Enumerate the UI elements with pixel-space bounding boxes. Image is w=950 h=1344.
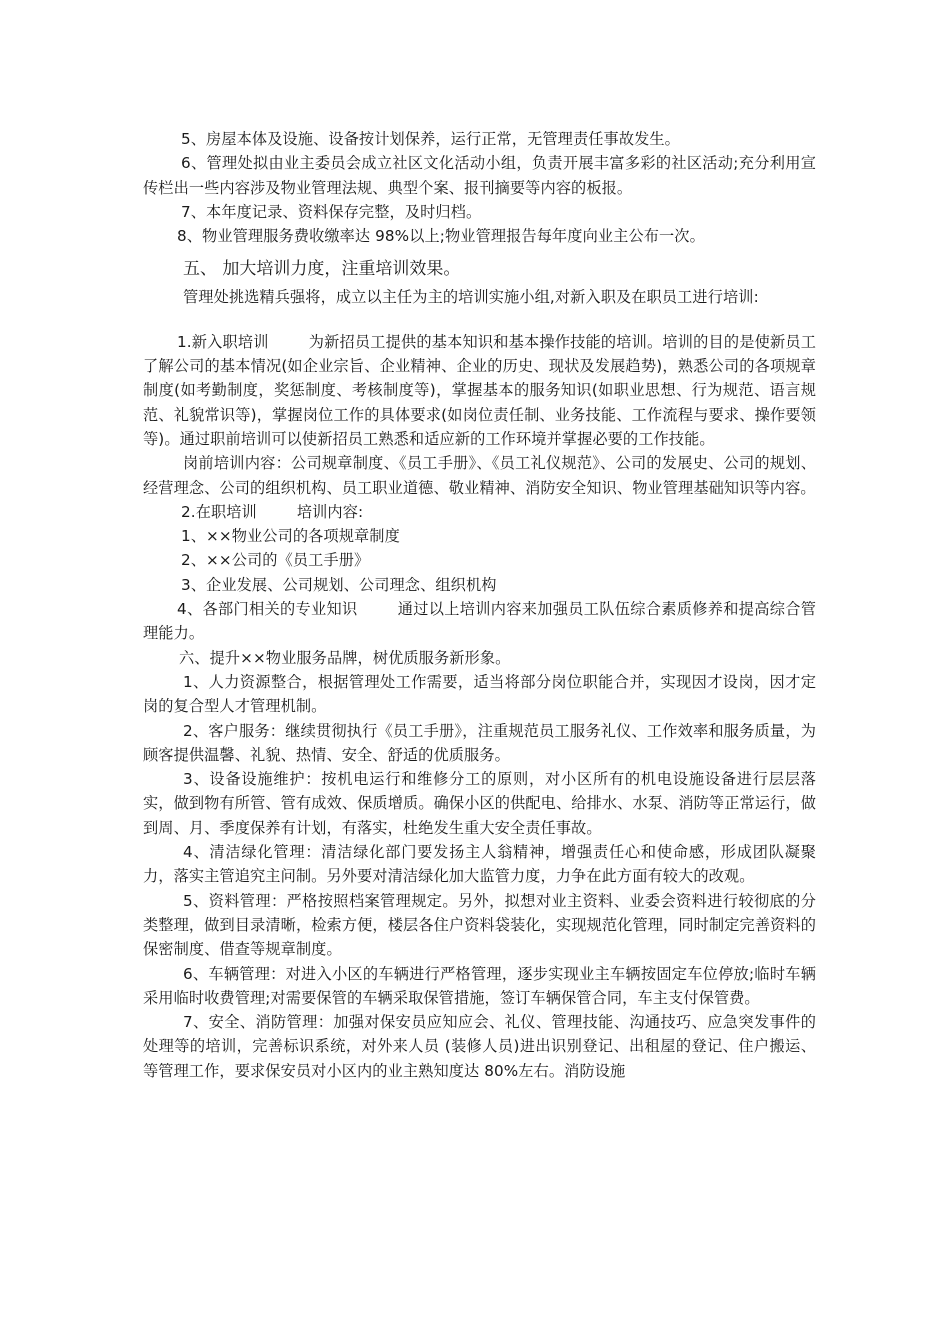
service-item-6 — [143, 962, 816, 1011]
section-six-heading-text: 六、提升××物业服务品牌，树优质服务新形象。 — [179, 648, 511, 667]
item-6 — [143, 151, 816, 200]
item-7-text: 7、本年度记录、资料保存完整，及时归档。 — [181, 202, 482, 221]
service-item-5 — [143, 889, 816, 962]
item-8-text: 8、物业管理服务费收缴率达 98%以上;物业管理报告每年度向业主公布一次。 — [177, 227, 705, 246]
training-intro-text: 管理处挑选精兵强将，成立以主任为主的培训实施小组,对新入职及在职员工进行培训: — [183, 288, 759, 307]
training-list-item-1 — [143, 524, 816, 548]
section-six-heading — [143, 646, 816, 670]
document-body — [143, 127, 816, 1083]
new-hire-training-text: 为新招员工提供的基本知识和基本操作技能的培训。培训的目的是使新员工了解公司的基本情况(如企业宗旨、企业精神、企业的历史、现状及发展趋势)，熟悉公司的各项规章制度(如考勤制度，奖惩制度、考核制度等)，掌握基本的服务知识(如职业思想、行为规范、语言规范、礼貌常识等)，掌握岗位工作的具体要求(如岗位责任制、业务技能、工作流程与要求、操作要领等)。通过职前培训可以使新招员工熟悉和适应新的工作环境并掌握必要的工作技能。 — [143, 332, 816, 448]
item-5-text: 5、房屋本体及设施、设备按计划保养，运行正常，无管理责任事故发生。 — [181, 130, 680, 148]
section-five-heading-text: 五、 加大培训力度，注重培训效果。 — [183, 259, 461, 280]
on-job-training-text: 培训内容: — [296, 502, 364, 521]
new-hire-training-label: 1.新入职培训 — [177, 332, 269, 351]
training-list-item-2 — [143, 548, 816, 572]
service-item-4 — [143, 840, 816, 889]
item-6-text: 6、管理处拟由业主委员会成立社区文化活动小组，负责开展丰富多彩的社区活动;充分利用宣传栏出一些内容涉及物业管理法规、典型个案、报刊摘要等内容的板报。 — [143, 154, 816, 197]
training-list-item-1-text: 1、××物业公司的各项规章制度 — [181, 527, 400, 546]
new-hire-training — [143, 330, 816, 451]
service-item-5-text: 5、资料管理：严格按照档案管理规定。另外，拟想对业主资料、业委会资料进行较彻底的分类整理，做到目录清晰，检索方便，楼层各住户资料袋装化，实现规范化管理，同时制定完善资料的保密制度、借查等规章制度。 — [143, 891, 816, 959]
item-5 — [143, 127, 816, 151]
service-item-1 — [143, 670, 816, 719]
service-item-7-text: 7、安全、消防管理：加强对保安员应知应会、礼仪、管理技能、沟通技巧、应急突发事件的处理等的培训，完善标识系统，对外来人员 (装修人员)进出识别登记、出租屋的登记、住户搬运、等管理工作，要求保安员对小区内的业主熟知度达 80%左右。消防设施 — [143, 1013, 816, 1080]
service-item-2-text: 2、客户服务：继续贯彻执行《员工手册》，注重规范员工服务礼仪、工作效率和服务质量，为顾客提供温馨、礼貌、热情、安全、舒适的优质服务。 — [143, 721, 816, 764]
section-five-heading — [143, 256, 816, 282]
service-item-7 — [143, 1010, 816, 1083]
on-job-training-label: 2.在职培训 — [181, 502, 257, 521]
on-job-training — [143, 500, 816, 524]
service-item-4-text: 4、清洁绿化管理：清洁绿化部门要发扬主人翁精神，增强责任心和使命感，形成团队凝聚力，落实主管追究主问制。另外要对清洁绿化加大监管力度，力争在此方面有较大的改观。 — [143, 843, 816, 886]
training-intro — [143, 285, 816, 309]
item-8 — [143, 224, 816, 248]
training-list-item-2-text: 2、××公司的《员工手册》 — [181, 551, 370, 570]
training-list-item-3 — [143, 573, 816, 597]
pre-job-training-text: 岗前培训内容：公司规章制度、《员工手册》、《员工礼仪规范》、公司的发展史、公司的规划、经营理念、公司的组织机构、员工职业道德、敬业精神、消防安全知识、物业管理基础知识等内容。 — [143, 454, 816, 497]
item-7 — [143, 200, 816, 224]
service-item-6-text: 6、车辆管理：对进入小区的车辆进行严格管理，逐步实现业主车辆按固定车位停放;临时车辆采用临时收费管理;对需要保管的车辆采取保管措施，签订车辆保管合同，车主支付保管费。 — [143, 964, 816, 1007]
service-item-1-text: 1、人力资源整合，根据管理处工作需要，适当将部分岗位职能合并，实现因才设岗，因才定岗的复合型人才管理机制。 — [143, 672, 816, 716]
training-list-item-3-text: 3、企业发展、公司规划、公司理念、组织机构 — [181, 575, 497, 594]
service-item-2 — [143, 719, 816, 768]
service-item-3 — [143, 767, 816, 840]
training-list-item-4-label: 4、各部门相关的专业知识 — [177, 600, 358, 619]
service-item-3-text: 3、设备设施维护：按机电运行和维修分工的原则，对小区所有的机电设施设备进行层层落实，做到物有所管、管有成效、保质增质。确保小区的供配电、给排水、水泵、消防等正常运行，做到周、月、季度保养有计划，有落实，杜绝发生重大安全责任事故。 — [143, 770, 816, 837]
pre-job-training — [143, 451, 816, 500]
training-list-item-4-text: 通过以上培训内容来加强员工队伍综合素质修养和提高综合管理能力。 — [143, 600, 816, 643]
training-list-item-4 — [143, 597, 816, 646]
